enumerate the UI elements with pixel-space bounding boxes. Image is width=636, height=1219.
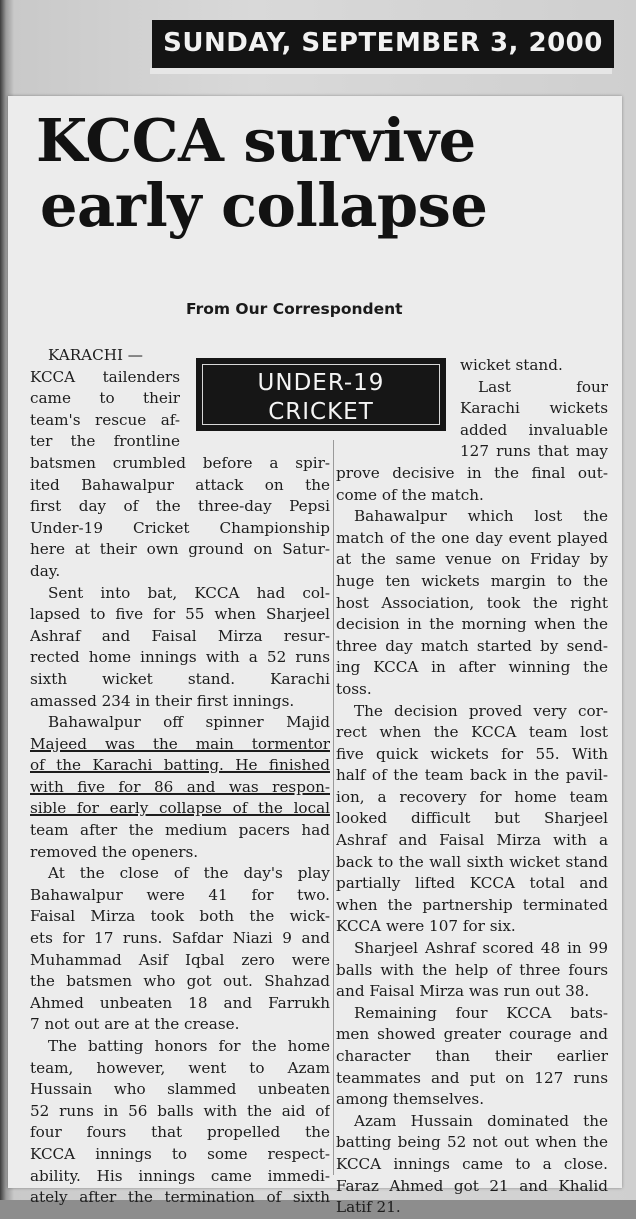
article-line: At the close of the day's play <box>48 864 330 883</box>
article-line: Remaining four KCCA bats- <box>354 1003 608 1022</box>
headline-line-2: early collapse <box>40 171 488 240</box>
article-line-underlined: with five for 86 and was respon- <box>30 777 330 796</box>
article-line: came to their <box>30 389 180 408</box>
article-line: five quick wickets for 55. With <box>336 744 608 763</box>
article-line-underlined: Majeed was the main tormentor <box>30 734 330 753</box>
article-line: the batsmen who got out. Shahzad <box>30 972 330 991</box>
headline <box>28 108 608 238</box>
dateline-underbar <box>150 68 612 74</box>
article-line: ited Bahawalpur attack on the <box>30 475 330 494</box>
article-line: Bahawalpur which lost the <box>354 507 608 526</box>
article-line: Bahawalpur were 41 for two. <box>30 885 330 904</box>
article-line: batsmen crumbled before a spir- <box>30 453 330 472</box>
column-divider <box>333 440 334 1175</box>
article-line: 127 runs that may <box>460 442 608 461</box>
article-line: match of the one day event played <box>336 528 608 547</box>
article-line: ets for 17 runs. Safdar Niazi 9 and <box>30 929 330 948</box>
article-line: Latif 21. <box>336 1198 401 1217</box>
article-line: KCCA innings came to a close. <box>336 1154 608 1173</box>
article-line: rect when the KCCA team lost <box>336 723 608 742</box>
article-line: host Association, took the right <box>336 593 608 612</box>
article-line: The decision proved very cor- <box>354 701 608 720</box>
article-line: team, however, went to Azam <box>30 1058 330 1077</box>
article-line: The batting honors for the home <box>48 1037 330 1055</box>
article-line: 7 not out are at the crease. <box>30 1015 240 1034</box>
article-line-underlined: sible for early collapse of the local <box>30 799 330 818</box>
article-line: first day of the three-day Pepsi <box>30 497 330 516</box>
article-line: men showed greater courage and <box>336 1025 608 1044</box>
article-line: Faraz Ahmed got 21 and Khalid <box>336 1176 608 1195</box>
article-line: team's rescue af- <box>30 410 180 429</box>
article-line: balls with the help of three fours <box>336 960 608 979</box>
article-line: Ahmed unbeaten 18 and Farrukh <box>30 993 330 1012</box>
article-line: amassed 234 in their first innings. <box>30 691 295 710</box>
article-line: come of the match. <box>336 485 484 504</box>
article-line: KCCA innings to some respect- <box>30 1144 330 1163</box>
article-line: ion, a recovery for home team <box>336 787 608 806</box>
article-line: KCCA were 107 for six. <box>336 917 516 936</box>
article-line: ter the frontline <box>30 432 180 451</box>
article-line: back to the wall sixth wicket stand <box>336 852 608 871</box>
article-line: at the same venue on Friday by <box>336 550 608 569</box>
article-line: removed the openers. <box>30 842 199 861</box>
article-line: prove decisive in the final out- <box>336 463 608 482</box>
article-line: Under-19 Cricket Championship <box>30 518 330 537</box>
dateline-banner: SUNDAY, SEPTEMBER 3, 2000 <box>152 20 614 68</box>
headline-line-1: KCCA survive <box>36 106 476 175</box>
article-line: three day match started by send- <box>336 636 608 655</box>
article-line: team after the medium pacers had <box>30 821 330 840</box>
article-line: partially lifted KCCA total and <box>336 874 608 893</box>
article-line: Muhammad Asif Iqbal zero were <box>30 950 330 969</box>
article-line: KARACHI — <box>48 346 143 364</box>
left-column <box>30 345 330 1209</box>
article-line: Bahawalpur off spinner Majid <box>48 713 330 732</box>
article-line: Sharjeel Ashraf scored 48 in 99 <box>354 939 608 958</box>
article-line: sixth wicket stand. Karachi <box>30 669 330 688</box>
article-line: Faisal Mirza took both the wick- <box>30 907 330 926</box>
article-line: huge ten wickets margin to the <box>336 571 608 590</box>
article-line: batting being 52 not out when the <box>336 1133 608 1152</box>
article-line: Hussain who slammed unbeaten <box>30 1080 330 1099</box>
article-line: character than their earlier <box>336 1047 608 1065</box>
article-line: Sent into bat, KCCA had col- <box>48 583 330 602</box>
section-box-line-2: CRICKET <box>268 399 374 425</box>
article-line: ing KCCA in after winning the <box>336 658 608 677</box>
article-line: 52 runs in 56 balls with the aid of <box>30 1101 330 1120</box>
section-box-line-1: UNDER-19 <box>257 370 385 396</box>
article-line-underlined: of the Karachi batting. He finished <box>30 756 330 775</box>
byline: From Our Correspondent <box>186 300 403 318</box>
article-line: ability. His innings came immedi- <box>30 1166 330 1185</box>
article-line: Ashraf and Faisal Mirza with a <box>336 831 608 850</box>
article-line: lapsed to five for 55 when Sharjeel <box>30 605 330 624</box>
article-line: day. <box>30 561 61 580</box>
article-line: when the partnership terminated <box>336 895 608 914</box>
article-line: teammates and put on 127 runs <box>336 1068 608 1087</box>
article-line: rected home innings with a 52 runs <box>30 648 330 667</box>
article-line: decision in the morning when the <box>336 615 608 634</box>
article-line: among themselves. <box>336 1090 485 1109</box>
article-line: looked difficult but Sharjeel <box>336 809 608 828</box>
article-line: half of the team back in the pavil- <box>336 766 608 785</box>
article-line: Azam Hussain dominated the <box>354 1111 608 1130</box>
article-line: Last four <box>478 377 608 396</box>
article-line: KCCA tailenders <box>30 367 180 386</box>
article-line: here at their own ground on Satur- <box>30 540 330 559</box>
article-line: wicket stand. <box>460 356 563 374</box>
article-line: ately after the termination of sixth <box>30 1188 330 1207</box>
article-line: added invaluable <box>460 420 608 439</box>
right-column <box>336 355 608 1219</box>
article-line: Ashraf and Faisal Mirza resur- <box>30 626 330 645</box>
article-line: and Faisal Mirza was run out 38. <box>336 982 590 1001</box>
article-line: Karachi wickets <box>460 399 608 418</box>
article-line: four fours that propelled the <box>30 1123 330 1142</box>
article-line: toss. <box>336 679 372 698</box>
